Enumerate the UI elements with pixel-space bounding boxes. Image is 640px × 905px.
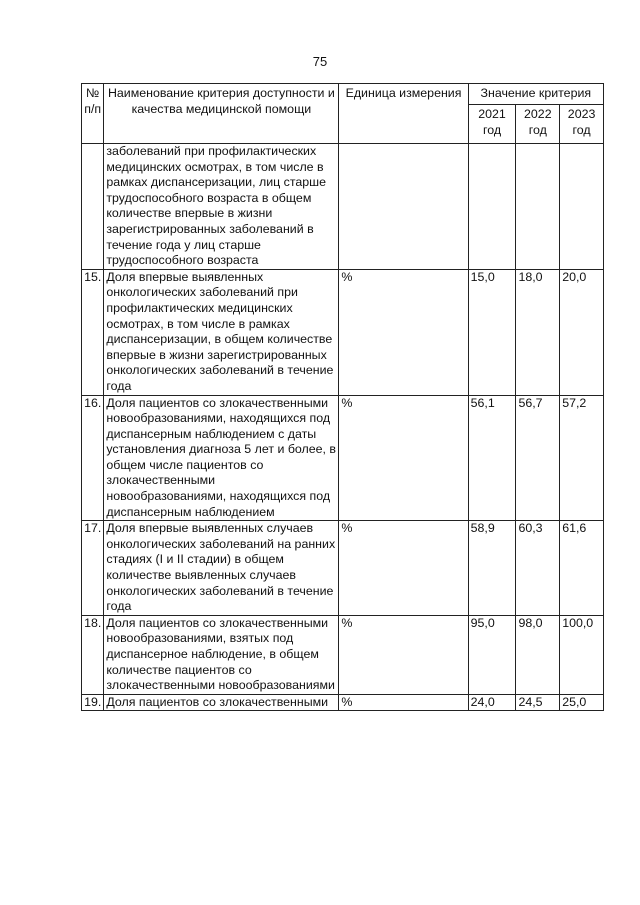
table-row (82, 269, 604, 395)
header-year-2022: 2022 год (516, 105, 560, 144)
value-2021 (468, 144, 516, 270)
value-2021: 56,1 (468, 395, 516, 521)
criterion-name: Доля пациентов со злокачественными (104, 694, 339, 711)
row-number: 19. (82, 694, 104, 711)
table-row (82, 395, 604, 521)
row-number (82, 144, 104, 270)
criterion-name: Доля пациентов со злокачественными новообразованиями, взятых под диспансерное наблюдение, в общем количестве пациентов со злокачественными новообразованиями (104, 615, 339, 694)
header-year-2023: 2023 год (560, 105, 604, 144)
criterion-name: Доля впервые выявленных онкологических заболеваний при профилактических медицинских осмотрах, в том числе в рамках диспансеризации, в общем количестве впервые в жизни зарегистрированных онкологических заболеваний в течение года (104, 269, 339, 395)
criterion-name: заболеваний при профилактических медицинских осмотрах, в том числе в рамках диспансеризации, лиц старше трудоспособного возраста в общем количестве впервые в жизни зарегистрированных заболеваний в течение года у лиц старше трудоспособного возраста (104, 144, 339, 270)
value-2021: 58,9 (468, 521, 516, 616)
row-number: 15. (82, 269, 104, 395)
value-2022: 18,0 (516, 269, 560, 395)
unit-cell: % (339, 615, 468, 694)
header-year-2021: 2021 год (468, 105, 516, 144)
unit-cell: % (339, 395, 468, 521)
value-2021: 24,0 (468, 694, 516, 711)
value-2022: 98,0 (516, 615, 560, 694)
table-row (82, 521, 604, 616)
row-number: 18. (82, 615, 104, 694)
row-number: 17. (82, 521, 104, 616)
header-unit: Единица измерения (339, 84, 468, 144)
unit-cell (339, 144, 468, 270)
unit-cell: % (339, 694, 468, 711)
value-2023 (560, 144, 604, 270)
criteria-table (81, 83, 604, 711)
value-2023: 25,0 (560, 694, 604, 711)
value-2022 (516, 144, 560, 270)
value-2023: 20,0 (560, 269, 604, 395)
header-number: № п/п (82, 84, 104, 144)
value-2023: 61,6 (560, 521, 604, 616)
header-row (82, 84, 604, 105)
value-2023: 57,2 (560, 395, 604, 521)
value-2022: 24,5 (516, 694, 560, 711)
unit-cell: % (339, 521, 468, 616)
value-2022: 56,7 (516, 395, 560, 521)
value-2022: 60,3 (516, 521, 560, 616)
row-number: 16. (82, 395, 104, 521)
unit-cell: % (339, 269, 468, 395)
criterion-name: Доля пациентов со злокачественными новообразованиями, находящихся под диспансерным наблюдением с даты установления диагноза 5 лет и более, в общем числе пациентов со злокачественными новообразованиями, находящихся под диспансерным наблюдением (104, 395, 339, 521)
page-number: 75 (312, 54, 328, 69)
header-criterion-name: Наименование критерия доступности и качества медицинской помощи (104, 84, 339, 144)
header-criterion-value: Значение критерия (468, 84, 603, 105)
value-2021: 95,0 (468, 615, 516, 694)
table-row (82, 694, 604, 711)
value-2023: 100,0 (560, 615, 604, 694)
criterion-name: Доля впервые выявленных случаев онкологических заболеваний на ранних стадиях (I и II стадии) в общем количестве выявленных случаев онкологических заболеваний в течение года (104, 521, 339, 616)
value-2021: 15,0 (468, 269, 516, 395)
table-row (82, 144, 604, 270)
table-row (82, 615, 604, 694)
